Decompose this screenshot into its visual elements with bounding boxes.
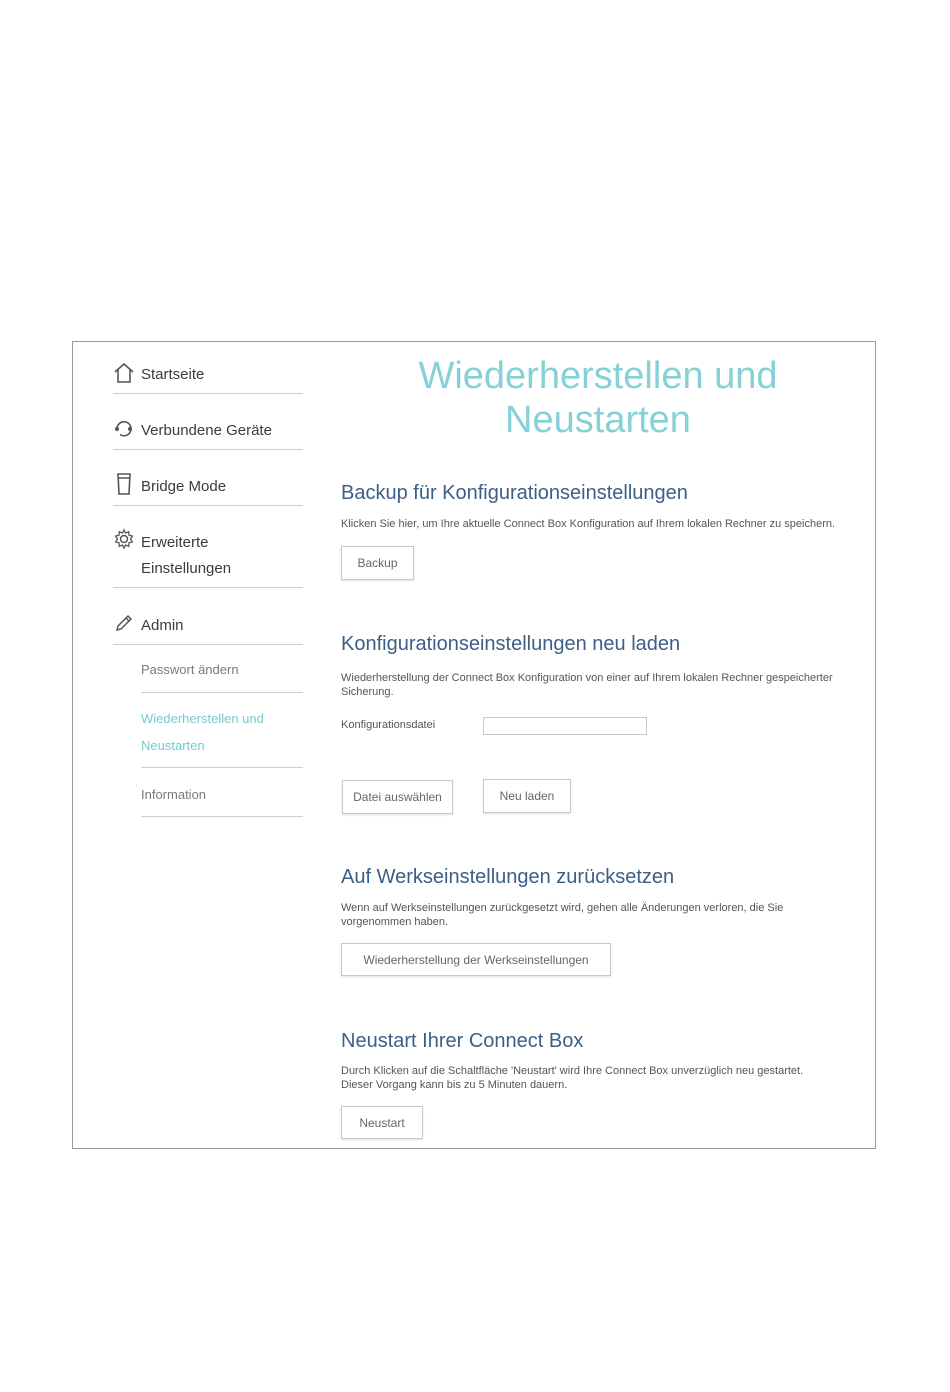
sidebar-subitem-label: Passwort ändern <box>141 662 239 677</box>
sidebar-item-label: Startseite <box>141 366 205 383</box>
sidebar-item-label-line2: Einstellungen <box>141 560 232 577</box>
backup-section-title: Backup für Konfigurationseinstellungen <box>341 482 688 504</box>
config-file-field[interactable] <box>483 717 647 735</box>
sidebar-subitem-wiederherstellen[interactable] <box>141 705 303 768</box>
reload-button[interactable]: Neu laden <box>483 779 571 813</box>
reload-description: Wiederherstellung der Connect Box Konfiguration von einer auf Ihrem lokalen Rechner gespeicherter Sicherung. <box>341 672 833 698</box>
sidebar-item-startseite[interactable] <box>113 362 303 394</box>
sidebar-subitem-information[interactable] <box>141 781 303 817</box>
devices-icon <box>113 418 135 440</box>
sidebar-item-verbundene-geraete[interactable] <box>113 418 303 450</box>
sidebar-item-erweiterte-einstellungen[interactable] <box>113 528 303 588</box>
factory-reset-section-title: Auf Werkseinstellungen zurücksetzen <box>341 866 675 888</box>
factory-reset-button[interactable]: Wiederherstellung der Werkseinstellungen <box>341 943 611 976</box>
sidebar-subitem-label: Information <box>141 787 207 802</box>
gear-icon <box>113 528 135 550</box>
restart-section-title: Neustart Ihrer Connect Box <box>341 1030 584 1052</box>
pencil-icon <box>113 612 135 634</box>
backup-description: Klicken Sie hier, um Ihre aktuelle Connect Box Konfiguration auf Ihrem lokalen Rechner zu speichern. <box>341 518 836 530</box>
home-icon <box>113 362 135 384</box>
restart-description-line1: Durch Klicken auf die Schaltfläche 'Neustart' wird Ihre Connect Box unverzüglich neu gestartet. <box>341 1065 804 1077</box>
choose-file-button[interactable]: Datei auswählen <box>342 780 453 814</box>
config-file-label: Konfigurationsdatei <box>341 719 436 731</box>
reload-section-title: Konfigurationseinstellungen neu laden <box>341 633 681 655</box>
page-title-line2: Neustarten <box>505 399 691 441</box>
page-title <box>343 354 853 442</box>
page-title-line1: Wiederherstellen und <box>418 355 778 397</box>
bridge-icon <box>113 472 135 494</box>
sidebar-item-bridge-mode[interactable] <box>113 472 303 506</box>
sidebar-subitem-label: Wiederherstellen und <box>141 711 264 726</box>
sidebar-subitem-label-line2: Neustarten <box>141 738 205 753</box>
restart-button[interactable]: Neustart <box>341 1106 423 1139</box>
factory-reset-description: Wenn auf Werkseinstellungen zurückgesetzt wird, gehen alle Änderungen verloren, die Sie vorgenommen haben. <box>341 902 784 928</box>
restart-description-line2: Dieser Vorgang kann bis zu 5 Minuten dauern. <box>341 1079 568 1091</box>
sidebar-item-label: Admin <box>141 617 184 634</box>
backup-button[interactable]: Backup <box>341 546 414 580</box>
sidebar-item-label: Erweiterte <box>141 534 209 551</box>
sidebar-subitem-passwort-aendern[interactable] <box>141 656 303 693</box>
sidebar-item-label: Bridge Mode <box>141 478 227 495</box>
router-admin-panel <box>72 341 876 1149</box>
sidebar-item-admin[interactable] <box>113 612 303 645</box>
sidebar-item-label: Verbundene Geräte <box>141 422 272 439</box>
